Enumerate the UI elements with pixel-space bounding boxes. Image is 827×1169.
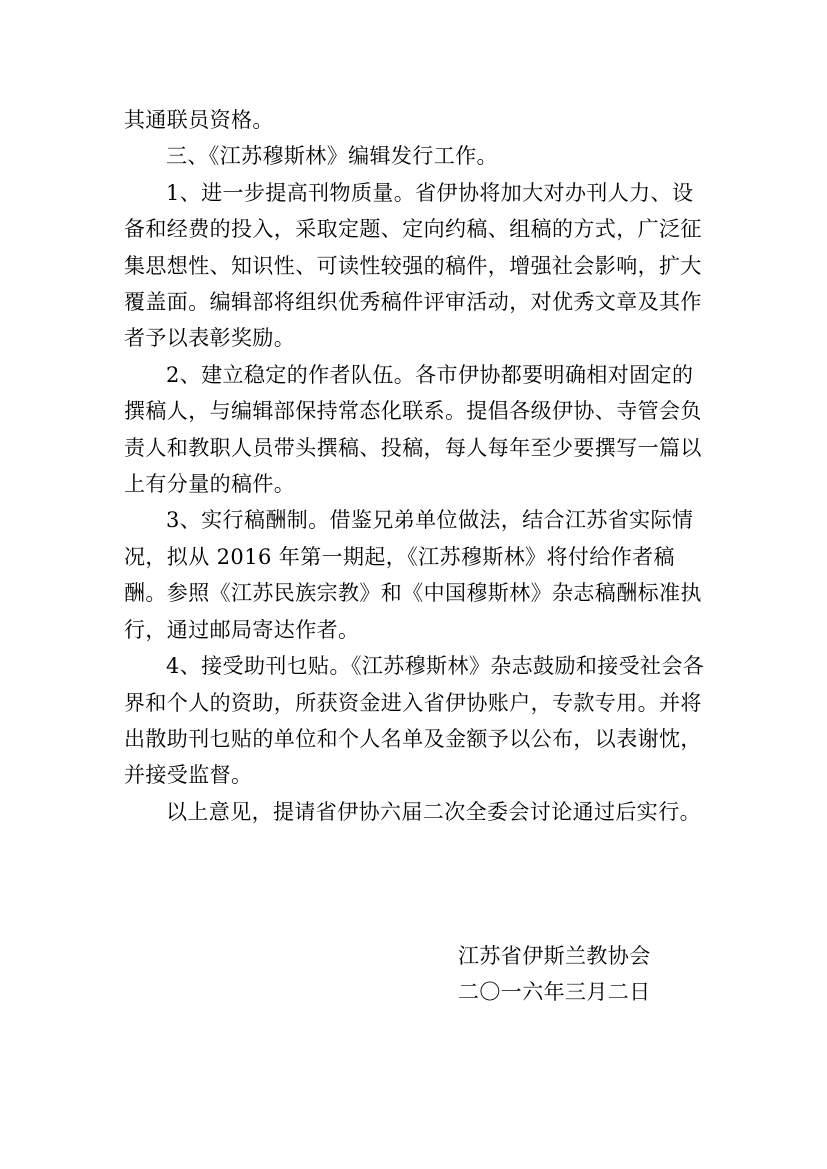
paragraph-closing: 以上意见，提请省伊协六届二次全委会讨论通过后实行。 — [166, 799, 701, 824]
paragraph-item-2: 2、建立稳定的作者队伍。各市伊协都要明确相对固定的撰稿人，与编辑部保持常态化联系。提倡各级伊协、寺管会负责人和教职人员带头撰稿、投稿，每人每年至少要撰写一篇以上有分量的稿件。 — [124, 362, 702, 497]
section-heading-editing-publishing: 三、《江苏穆斯林》编辑发行工作。 — [166, 144, 498, 169]
signature-organization: 江苏省伊斯兰教协会 — [458, 944, 651, 968]
paragraph-continuation: 其通联员资格。 — [124, 108, 274, 132]
paragraph-item-1: 1、进一步提高刊物质量。省伊协将加大对办刊人力、设备和经费的投入，采取定题、定向约稿、组稿的方式，广泛征集思想性、知识性、可读性较强的稿件，增强社会影响，扩大覆盖面。编辑部将组织优秀稿件评审活动，对优秀文章及其作者予以表彰奖励。 — [124, 180, 702, 351]
document-body — [124, 102, 714, 830]
paragraph-item-3: 3、实行稿酬制。借鉴兄弟单位做法，结合江苏省实际情况，拟从 2016 年第一期起，《江苏穆斯林》将付给作者稿酬。参照《江苏民族宗教》和《中国穆斯林》杂志稿酬标准执行，通过邮局寄达作者。 — [124, 508, 702, 642]
paragraph-item-4: 4、接受助刊乜贴。《江苏穆斯林》杂志鼓励和接受社会各界和个人的资助，所获资金进入省伊协账户，专款专用。并将出散助刊乜贴的单位和个人名单及金额予以公布，以表谢忱，并接受监督。 — [124, 654, 705, 788]
signature-block — [458, 938, 651, 1011]
signature-date: 二〇一六年三月二日 — [458, 980, 651, 1005]
